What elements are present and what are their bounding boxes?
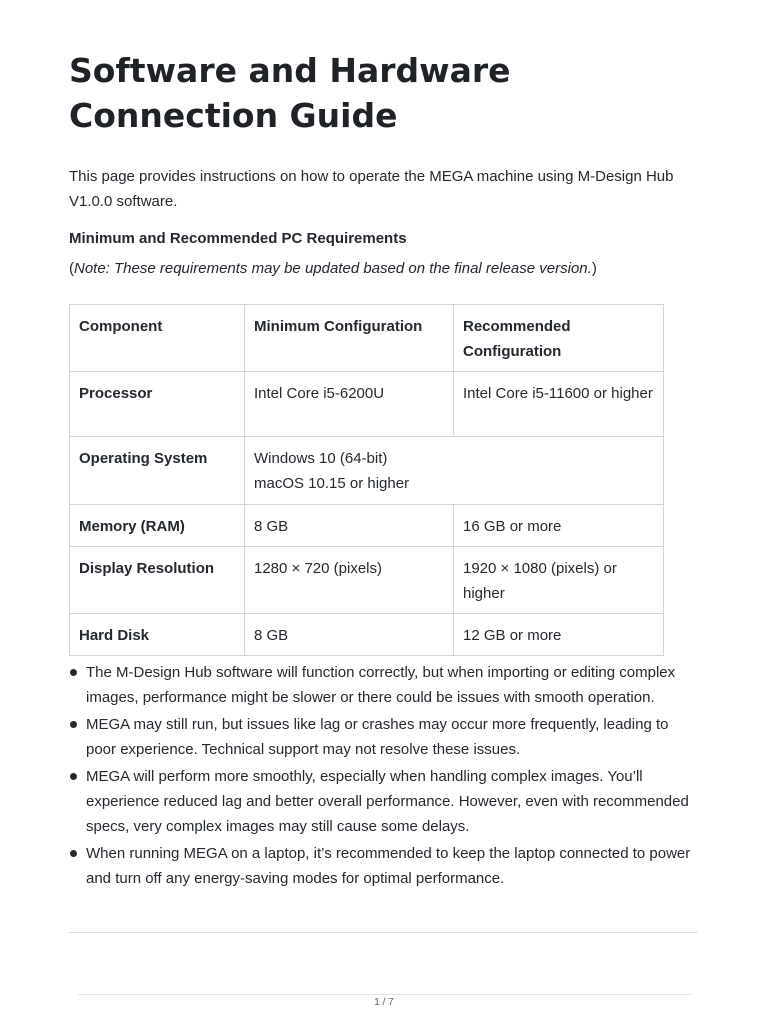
list-item-text: The M-Design Hub software will function correctly, but when importing or editing complex images, performance might be slower or there could be issues with smooth operation.	[86, 664, 676, 706]
bullet-icon	[70, 669, 77, 676]
bullet-icon	[70, 773, 77, 780]
minimum-cell: 8 GB	[245, 505, 454, 547]
list-item	[69, 841, 698, 891]
recommended-cell: 12 GB or more	[454, 614, 664, 656]
component-cell: Memory (RAM)	[70, 505, 245, 547]
recommended-cell: 1920 × 1080 (pixels) or higher	[454, 547, 664, 614]
component-cell: Display Resolution	[70, 547, 245, 614]
footer-divider	[78, 994, 691, 995]
notes-list	[69, 660, 698, 893]
component-cell: Operating System	[70, 437, 245, 505]
requirements-heading: Minimum and Recommended PC Requirements	[69, 230, 407, 247]
header-recommended: Recommended Configuration	[454, 305, 664, 372]
list-item-text: MEGA will perform more smoothly, especially when handling complex images. You’ll experience reduced lag and better overall performance. However, even with recommended specs, very complex images may still cause some delays.	[86, 768, 689, 835]
section-divider	[69, 932, 698, 933]
requirements-table	[69, 304, 664, 656]
os-line-macos: macOS 10.15 or higher	[254, 475, 410, 492]
page-title: Software and Hardware Connection Guide	[69, 51, 511, 135]
note-open-paren: (	[69, 260, 74, 277]
table-row	[70, 505, 664, 547]
table-row	[70, 437, 664, 505]
minimum-cell: 8 GB	[245, 614, 454, 656]
minimum-cell: 1280 × 720 (pixels)	[245, 547, 454, 614]
intro-paragraph: This page provides instructions on how to operate the MEGA machine using M-Design Hub V1.0.0 software.	[69, 168, 674, 210]
list-item-text: When running MEGA on a laptop, it’s recommended to keep the laptop connected to power and turn off any energy-saving modes for optimal performance.	[86, 845, 691, 887]
page-indicator: 1 / 7	[374, 997, 394, 1008]
table-row	[70, 372, 664, 437]
list-item-text: MEGA may still run, but issues like lag or crashes may occur more frequently, leading to poor experience. Technical support may not resolve these issues.	[86, 716, 669, 758]
component-cell: Processor	[70, 372, 245, 437]
recommended-cell: Intel Core i5-11600 or higher	[454, 372, 664, 437]
table-header-row	[70, 305, 664, 372]
table-row	[70, 614, 664, 656]
requirements-note	[69, 258, 597, 280]
bullet-icon	[70, 850, 77, 857]
list-item	[69, 660, 698, 710]
os-requirements-cell	[245, 437, 664, 505]
table-row	[70, 547, 664, 614]
component-cell: Hard Disk	[70, 614, 245, 656]
os-line-windows: Windows 10 (64-bit)	[254, 450, 388, 467]
header-minimum: Minimum Configuration	[245, 305, 454, 372]
note-text: Note: These requirements may be updated based on the final release version.	[74, 260, 592, 277]
bullet-icon	[70, 721, 77, 728]
list-item	[69, 764, 698, 839]
recommended-cell: 16 GB or more	[454, 505, 664, 547]
minimum-cell: Intel Core i5-6200U	[245, 372, 454, 437]
note-close-paren: )	[591, 260, 597, 277]
header-component: Component	[70, 305, 245, 372]
list-item	[69, 712, 698, 762]
